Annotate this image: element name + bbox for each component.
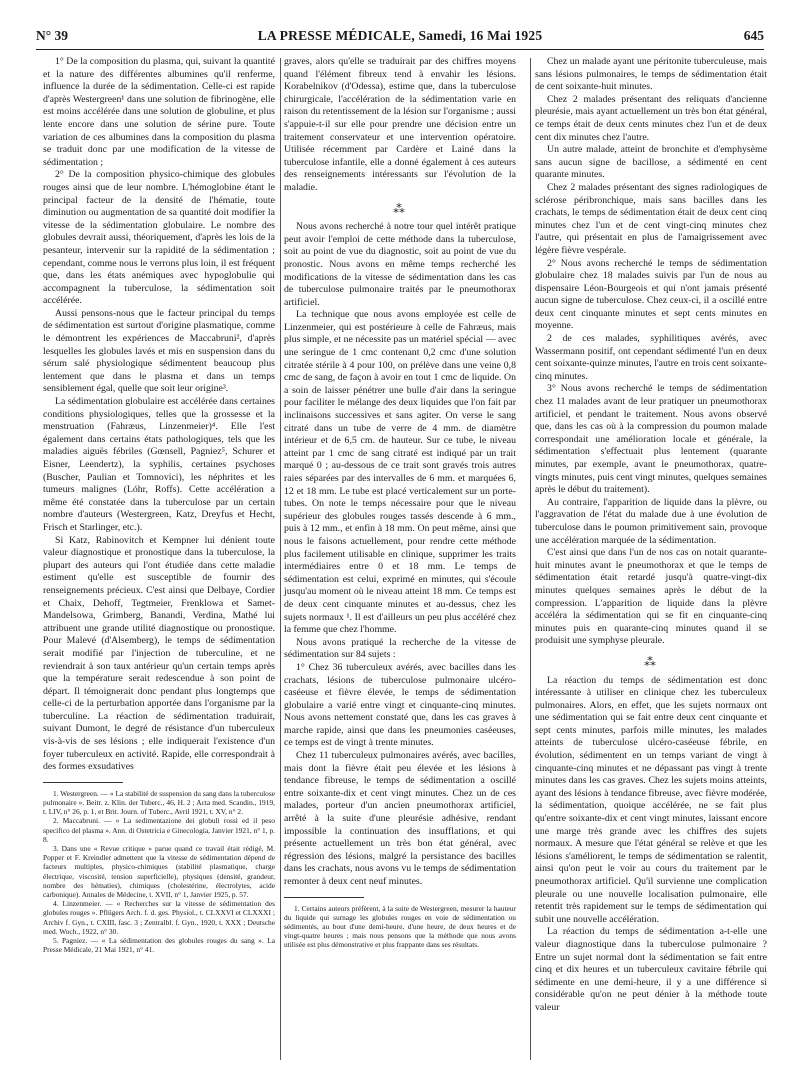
paragraph: Si Katz, Rabinovitch et Kempner lui dénient toute valeur diagnostique et pronostique dans la tuberculose, la plupart des auteurs qui l'ont étudiée dans cette maladie estiment qu'elle est susceptible de fournir des renseignements précieux. C'est ainsi que Delbaye, Cordier et Chaix, Dehoff, Tegtmeier, Frenklowa et Samet-Mandelsowa, Grimberg, Banandi, Verdina, Mathé lui attribuent une grande utilité diagnostique ou pronostique. Pour Malevé (d'Alsemberg), le temps de sédimentation serait modifié par l'injection de tuberculine, et ne reviendrait à son taux antérieur qu'un certain temps après que la température serait redescendue à son point de départ. Il témoignerait donc pendant plus longtemps que celle-ci de la perturbation apportée dans l'organisme par la tuberculine. La réaction de sédimentation traduirait, suivant Dumont, le degré de résistance d'un tuberculeux vis-à-vis de ses lésions ; elle indiquerait l'existence d'un foyer tuberculeux en activité. Rapide, elle correspondrait à des formes exsudatives — [43, 534, 275, 773]
paragraph: 3° Nous avons recherché le temps de sédimentation chez 11 malades avant de leur pratiquer un pneumothorax artificiel, et pendant le traitement. Nous avons observé que, dans les cas où à la compression du poumon malade correspondait une amélioration locale et générale, la sédimentation s'effectuait plus lentement (quarante minutes, par exemple, avant le pneumothorax, quatre-vingts minutes, puis cent vingt minutes, quelques semaines après le début du traitement). — [535, 383, 767, 496]
footnote: 5. Pagniez. — « La sédimentation des globules rouges du sang ». La Presse Médicale, 21 Mai 1921, n° 41. — [43, 936, 275, 955]
journal-title: LA PRESSE MÉDICALE, Samedi, 16 Mai 1925 — [257, 28, 543, 43]
paragraph: La sédimentation globulaire est accélérée dans certaines conditions physiologiques, telles que la grossesse et la menstruation (Fahræus, Linzenmeier)⁴. Elle l'est également dans certains états pathologiques, tels que les maladies aiguës fébriles (Gœnsell, Pagniez⁵, Schurer et Eisner, Leendertz), la syphilis, certaines psychoses (Buscher, Paulian et Tomnovici), les néphrites et les tumeurs malignes (Lóhr, Roffs). Cette accélération a même été constatée dans la tuberculose par un certain nombre d'auteurs (Westergreen, Katz, Dreyfus et Hecht, Frisch et Starlinger, etc.). — [43, 396, 275, 533]
paragraph: 2° De la composition physico-chimique des globules rouges ainsi que de leur nombre. L'hémoglobine étant le principal facteur de la densité de l'hématie, toute diminution ou augmentation de sa quantité doit modifier la vitesse de la sédimentation globulaire. Le nombre des globules devrait aussi, théoriquement, d'après les lois de la pesanteur, intervenir sur la rapidité de la sédimentation ; cependant, comme nous le verrons plus loin, il est fréquent que, dans les états anémiques avec hypoglobulie qui accompagnent la tuberculose, la sédimentation soit accélérée. — [43, 169, 275, 307]
paragraph: La réaction du temps de sédimentation a-t-elle une valeur diagnostique dans la tuberculose pulmonaire ? Entre un sujet normal dont la sédimentation se fait entre cinq et dix heures et un tuberculeux cavitaire fébrile qui sédimente en une demi-heure, il y a une différence si considérable qu'on ne peut dénier à la méthode toute valeur — [535, 926, 767, 1013]
column-divider — [530, 58, 531, 1060]
paragraph: Chez 2 malades présentant des signes radiologiques de sclérose péribronchique, mais sans bacilles dans les crachats, le temps de sédimentation était de deux cent cinq minutes chez l'un et de cent vingt-cinq minutes chez l'autre, qui présentait en plus de l'amaigrissement avec légère fièvre vespérale. — [535, 181, 767, 256]
footnote-rule — [43, 782, 123, 783]
paragraph: 1° De la composition du plasma, qui, suivant la quantité et la nature des différentes albumines qu'il renferme, influence la durée de la sédimentation. Celle-ci est rapide d'après Westergreen¹ dans une solution de fibrinogène, elle est moins accélérée dans une solution de globuline, et plus lente encore dans une solution de sérine pure. Toute variation de ces albumines dans la composition du plasma se traduit donc par une modification de la vitesse de sédimentation ; — [43, 56, 275, 168]
paragraph: 2 de ces malades, syphilitiques avérés, avec Wassermann positif, ont cependant sédimenté l'un en deux cent soixante-quinze minutes, l'autre en trois cent soixante-cinq minutes. — [535, 333, 767, 382]
paragraph: Chez 11 tuberculeux pulmonaires avérés, avec bacilles, mais dont la fièvre était peu élevée et les lésions à tendance fibreuse, le temps de sédimentation a oscillé entre soixante-dix et cent vingt minutes. Chez un de ces malades, porteur d'un ancien pneumothorax artificiel, arrêté à la suite d'une pleurésie adhésive, rendant impossible la continuation des insufflations, et qui présente actuellement un très bon état général, avec régression des lésions, malgré la persistance des bacilles dans les crachats, nous avons vu le temps de sédimentation remonter à deux cent neuf minutes. — [284, 750, 516, 887]
paragraph: Nous avons pratiqué la recherche de la vitesse de sédimentation sur 84 sujets : — [284, 636, 516, 661]
paragraph: Au contraire, l'apparition de liquide dans la plèvre, ou l'aggravation de l'état du malade due à une évolution de tuberculose dans le poumon primitivement sain, provoque une accélération marquée de la sédimentation. — [535, 496, 767, 546]
column-3 — [535, 56, 767, 1062]
paragraph: Un autre malade, atteint de bronchite et d'emphysème sans aucun signe de bacillose, a sédimenté en cent quarante minutes. — [535, 144, 767, 181]
footnote: 2. Maccabruni. — « La sedimentazione dei globuli rossi ed il peso specifico del plasma ». Ann. di Ostetricia e Ginecologia, Janvier 1921, n° 1, p. 8. — [43, 816, 275, 844]
footnote: 1. Certains auteurs préfèrent, à la suite de Westergreen, mesurer la hauteur du liquide qui surnage les globules rouges en voie de sédimentation ou sédimentés, au bout d'une demi-heure, d'une heure, de deux heures et de vingt-quatre heures ; mais nous pensons que la méthode que nous avons utilisée est plus démonstrative et plus frappante dans ses résultats. — [284, 903, 516, 950]
paragraph: C'est ainsi que dans l'un de nos cas on notait quarante-huit minutes avant le pneumothorax et que le temps de sédimentation était retardé jusqu'à quatre-vingt-dix minutes quelques semaines après le début de la compression. L'apparition de liquide dans la plèvre accéléra la sédimentation qui se fit en cinquante-cinq minutes puis en quarante-cinq minutes quand il se produisit une symphyse pleurale. — [535, 547, 767, 647]
paragraph: La réaction du temps de sédimentation est donc intéressante à utiliser en clinique chez les tuberculeux pulmonaires. Alors, en effet, que les sujets normaux ont une sédimentation qui se fait entre deux cent cinquante et sept cents minutes, parfois mille minutes, les malades atteints de tuberculose ulcéro-caséeuse fébrile, en évolution, sédimentent en un temps variant de vingt à cinquante-cinq minutes et ne dépassant pas vingt à trente minutes dans les cas graves. Chez les sujets moins atteints, ayant des lésions à tendance fibreuse, avec fièvre modérée, la sédimentation, quoique accélérée, ne se fait plus qu'entre soixante-dix et cent vingt minutes, laissant encore une marge très grande avec les chiffres des sujets normaux. A mesure que l'état général se relève et que les lésions s'améliorent, le temps de sédimentation se ralentit, ainsi qu'on peut le voir au cours du traitement par le pneumothorax artificiel. Qu'il survienne une complication pleurale ou une nouvelle localisation pulmonaire, elle retentit très rapidement sur le temps de sédimentation qui subit une nouvelle accélération. — [535, 674, 767, 925]
column-divider — [280, 58, 281, 1060]
paragraph: Nous avons recherché à notre tour quel intérêt pratique peut avoir l'emploi de cette méthode dans la tuberculose, soit au point de vue du diagnostic, soit au point de vue du pronostic. Nous avons en même temps recherché les modifications de la vitesse de sédimentation dans les cas de tuberculose pulmonaire traités par le pneumothorax artificiel. — [284, 221, 516, 308]
paragraph: 1° Chez 36 tuberculeux avérés, avec bacilles dans les crachats, lésions de tuberculose pulmonaire ulcéro-caséeuse et fièvre élevée, le temps de sédimentation globulaire a varié entre vingt et cinquante-cinq minutes. Nous avons nettement constaté que, dans les cas graves à marche rapide, ainsi que dans les pneumonies caséeuses, ce temps est de vingt à trente minutes. — [284, 661, 516, 749]
paragraph: 2° Nous avons recherché le temps de sédimentation globulaire chez 18 malades suivis par l'un de nous au dispensaire Léon-Bourgeois et qui n'ont jamais présenté aucun signe de tuberculose. Chez ceux-ci, il a oscillé entre deux cent cinquante minutes et sept cents minutes en moyenne. — [535, 257, 767, 332]
footnote: 1. Westergreen. — « La stabilité de suspension du sang dans la tuberculose pulmonaire ». Beitr. z. Klin. der Tuberc., 46, H. 2 ; Acta med. Scandin., 1919, t. LIV, n° 26, p. 1, et Brit. Journ. of Tuberc., Avril 1921, t. XV, n° 2. — [43, 788, 275, 817]
issue-number: N° 39 — [36, 28, 69, 43]
column-1 — [43, 56, 275, 1062]
header-rule — [36, 49, 764, 50]
paragraph: La technique que nous avons employée est celle de Linzenmeier, qui est postérieure à celle de Fahræus, mais plus simple, et ne nécessite pas un matériel spécial — avec une seringue de 1 cmc contenant 0,2 cmc d'une solution citratée stérile à 4 pour 100, on prélève dans une veine 0,8 cmc de sang, de façon à avoir en tout 1 cmc de liquide. On a soin de laisser pénétrer une bulle d'air dans la seringue pour faciliter le mélange des deux liquides que l'on fait par inclinaisons successives et sans agiter. On verse le sang citraté dans un tube de verre de 4 mm. de diamètre intérieur et de 6,5 cm. de hauteur. Sur ce tube, le niveau atteint par 1 cmc de sang citraté est indiqué par un trait marqué 0 ; au-dessous de ce trait sont gravés trois autres raies séparées par des intervalles de 6 mm. et marquées 6, 12 et 18 mm. Le tube est placé verticalement sur un porte-tubes. On note le temps nécessaire pour que le niveau supérieur des globules rouges tassés descende à 6 mm., puis à 12 mm., et enfin à 18 mm. On peut même, ainsi que nous le faisons actuellement, pour rendre cette méthode plus facilement utilisable en clinique, supprimer les traits intermédiaires entre 0 et 18 mm. Le temps de sédimentation est celui, exprimé en minutes, qui s'écoule jusqu'au moment où le niveau atteint 18 mm. Ce temps est de deux cent cinquante minutes et au-dessus, chez les sujets normaux ¹. Il est d'ailleurs un peu plus accéléré chez la femme que chez l'homme. — [284, 309, 516, 636]
paragraph: Chez un malade ayant une péritonite tuberculeuse, mais sans lésions pulmonaires, le temps de sédimentation était de cent soixante-huit minutes. — [535, 56, 767, 93]
paragraph: Aussi pensons-nous que le facteur principal du temps de sédimentation est surtout d'origine plasmatique, comme le démontrent les expériences de Maccabruni², d'après lesquelles les globules lavés et mis en suspension dans du sérum salé physiologique sédimentent beaucoup plus lentement que dans le plasma et dans un temps sensiblement égal, quelle que soit leur origine³. — [43, 307, 275, 395]
footnote-rule — [284, 897, 364, 898]
section-separator-stars: ⁂ — [644, 654, 658, 669]
footnote: 4. Linzenmeier. — « Recherches sur la vitesse de sédimentation des globules rouges ». Pflügers Arch. f. d. ges. Physiol., t. CLXXVI et CLXXXI ; Archiv f. Gyn., t. CXIII, fasc. 3 ; Zentralbl. f. Gyn., 1920, t. XXX ; Deutsche med. Woch., 1922, n° 30. — [43, 899, 275, 936]
footnotes — [43, 789, 275, 955]
column-2 — [284, 56, 516, 1062]
footnotes — [284, 904, 516, 950]
page-header — [36, 28, 764, 46]
section-separator-stars: ⁂ — [393, 201, 407, 216]
footnote: 3. Dans une « Revue critique » parue quand ce travail était rédigé, M. Popper et F. Kreindler admettent que la vitesse de sédimentation dépend de facteurs multiples, physico-chimiques (stabilité plasmatique, charge électrique, viscosité, tension superficielle), physiques (densité, grandeur, nombre des hématies), chimiques (cholestérine, électrolytes, acide carbonique). Annales de Médecine, t. XVII, n° 1, Janvier 1925, p. 57. — [43, 844, 275, 900]
page-number: 645 — [743, 28, 764, 43]
paragraph: graves, alors qu'elle se traduirait par des chiffres moyens quand l'élément fibreux tend à envahir les lésions. Korabelnikov (d'Odessa), estime que, dans la tuberculose chirurgicale, l'accélération de la sédimentation varie en raison du retentissement de la lésion sur l'organisme ; aussi s'appuie-t-il sur elle pour prendre une décision entre un traitement conservateur et une intervention opératoire. Utilisée récemment par Cardère et Lainé dans la tuberculose infantile, elle a donné également à ces auteurs des renseignements intéressants sur l'évolution de la maladie. — [284, 56, 516, 193]
paragraph: Chez 2 malades présentant des reliquats d'ancienne pleurésie, mais ayant actuellement un très bon état général, ce temps était de deux cents minutes chez l'un et de deux cent dix minutes chez l'autre. — [535, 93, 767, 143]
